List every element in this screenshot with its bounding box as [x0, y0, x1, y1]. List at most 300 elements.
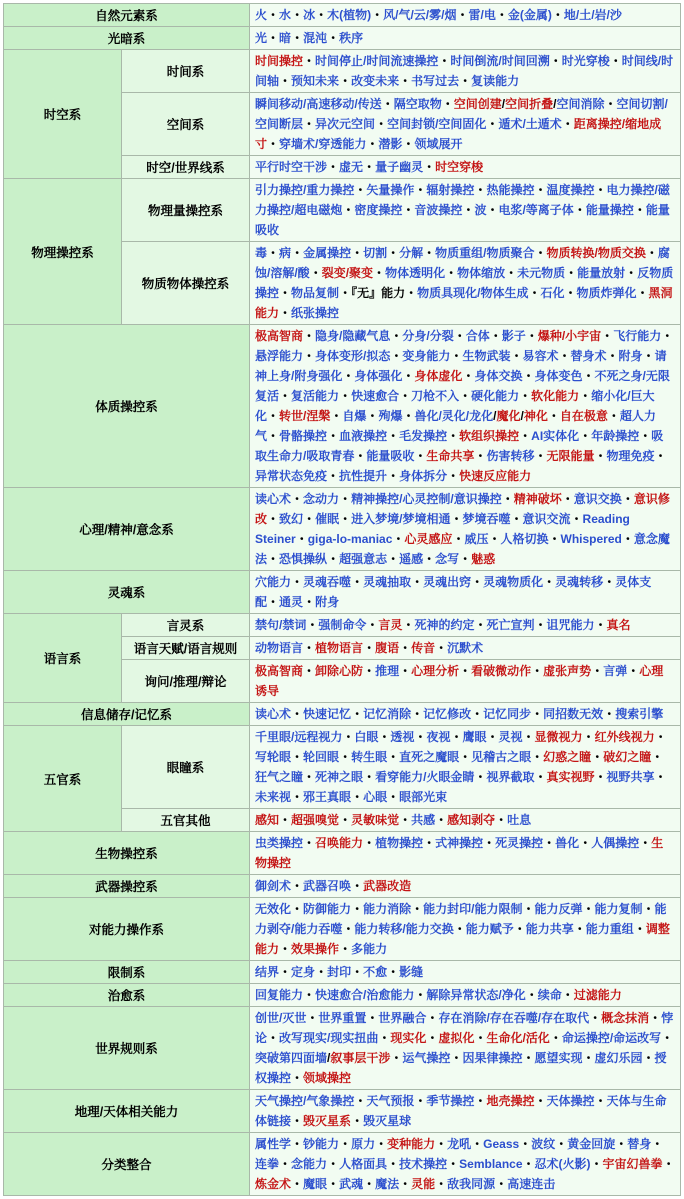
ability-link[interactable]: 炼金术	[255, 1177, 292, 1191]
ability-link[interactable]: 穿墙术/穿透能力	[279, 137, 367, 151]
ability-link[interactable]: 能量吸收	[255, 203, 670, 237]
ability-link[interactable]: 破幻之瞳	[603, 750, 652, 764]
ability-link[interactable]: Reading Steiner	[255, 512, 630, 546]
ability-link[interactable]: 召唤能力	[315, 836, 364, 850]
ability-link[interactable]: 波纹	[531, 1137, 556, 1151]
ability-link[interactable]: 身体交换	[474, 369, 523, 383]
ability-link[interactable]: 无限能量	[546, 449, 595, 463]
ability-link[interactable]: 见稽古之眼	[471, 750, 532, 764]
ability-link[interactable]: 书写过去	[411, 74, 460, 88]
ability-link[interactable]: 死亡宣判	[486, 618, 535, 632]
ability-link[interactable]: 邪王真眼	[303, 790, 352, 804]
ability-link[interactable]: 恐惧操纵	[279, 552, 328, 566]
ability-link[interactable]: 宇宙幻兽拳	[602, 1157, 663, 1171]
ability-link[interactable]: 纸张操控	[291, 306, 340, 320]
ability-link[interactable]: 光	[255, 31, 268, 45]
ability-link[interactable]: 复读能力	[471, 74, 520, 88]
ability-link[interactable]: 物质炸弹化	[576, 286, 637, 300]
ability-link[interactable]: 替身术	[570, 349, 607, 363]
ability-link[interactable]: 辐射操控	[426, 183, 475, 197]
ability-link[interactable]: 钞能力	[303, 1137, 340, 1151]
ability-link[interactable]: 伤害转移	[486, 449, 535, 463]
ability-link[interactable]: 殉爆	[378, 409, 403, 423]
ability-link[interactable]: 血液操控	[339, 429, 388, 443]
ability-link[interactable]: 物质转换/物质交换	[546, 246, 646, 260]
ability-link[interactable]: 能力赋予	[465, 922, 514, 936]
ability-link[interactable]: 显微视力	[534, 730, 583, 744]
ability-link[interactable]: 毒	[255, 246, 268, 260]
ability-link[interactable]: 时空穿梭	[435, 160, 484, 174]
ability-link[interactable]: 神化	[523, 409, 548, 423]
ability-link[interactable]: 式神操控	[435, 836, 484, 850]
ability-link[interactable]: 金(金属)	[507, 8, 552, 22]
ability-link[interactable]: 身体变形/拟态	[315, 349, 391, 363]
ability-link[interactable]: 分解	[399, 246, 424, 260]
ability-link[interactable]: 共感	[411, 813, 436, 827]
ability-link[interactable]: 武魂	[339, 1177, 364, 1191]
ability-link[interactable]: 灵体支配	[255, 575, 652, 609]
ability-link[interactable]: 魔法	[375, 1177, 400, 1191]
ability-link[interactable]: 附身	[618, 349, 643, 363]
ability-link[interactable]: 红外线视力	[594, 730, 655, 744]
ability-link[interactable]: 不愈	[363, 965, 388, 979]
ability-link[interactable]: 心眼	[363, 790, 388, 804]
ability-link[interactable]: 空间创建	[453, 97, 502, 111]
ability-link[interactable]: 灵敏味觉	[351, 813, 400, 827]
ability-link[interactable]: 灵魂抽取	[363, 575, 412, 589]
ability-link[interactable]: 硬化能力	[471, 389, 520, 403]
ability-link[interactable]: 运气操控	[402, 1051, 451, 1065]
ability-link[interactable]: 吐息	[507, 813, 532, 827]
ability-link[interactable]: 精神破坏	[513, 492, 562, 506]
ability-link[interactable]: 矢量操作	[366, 183, 415, 197]
ability-link[interactable]: 毁灭星球	[363, 1114, 412, 1128]
ability-link[interactable]: 死神的约定	[414, 618, 475, 632]
ability-link[interactable]: 言弹	[603, 664, 628, 678]
ability-link[interactable]: 感知	[255, 813, 280, 827]
ability-link[interactable]: 能量吸收	[366, 449, 415, 463]
ability-link[interactable]: 透视	[390, 730, 415, 744]
ability-link[interactable]: 读心术	[255, 707, 292, 721]
ability-link[interactable]: 传音	[411, 641, 436, 655]
ability-link[interactable]: 死灵操控	[495, 836, 544, 850]
ability-link[interactable]: 兽化/灵化/龙化	[414, 409, 494, 423]
ability-link[interactable]: 封印	[327, 965, 352, 979]
ability-link[interactable]: 请神上身/附身强化	[255, 349, 667, 383]
ability-link[interactable]: 分身/分裂	[402, 329, 454, 343]
ability-link[interactable]: 音波操控	[414, 203, 463, 217]
ability-link[interactable]: 诅咒能力	[546, 618, 595, 632]
ability-link[interactable]: 回复能力	[255, 988, 304, 1002]
ability-link[interactable]: 人格面具	[339, 1157, 388, 1171]
ability-link[interactable]: 自爆	[342, 409, 367, 423]
ability-link[interactable]: 腹语	[375, 641, 400, 655]
ability-link[interactable]: 虚拟化	[438, 1031, 475, 1045]
ability-link[interactable]: 时间停止/时间流速操控	[315, 54, 439, 68]
ability-link[interactable]: 时间倒流/时间回溯	[450, 54, 550, 68]
ability-link[interactable]: 突破第四面墙	[255, 1051, 328, 1065]
ability-link[interactable]: 附身	[315, 595, 340, 609]
separator: ・	[414, 1094, 427, 1108]
ability-link[interactable]: 过滤能力	[573, 988, 622, 1002]
ability-link[interactable]: 毁灭星系	[303, 1114, 352, 1128]
ability-link[interactable]: 快速愈合/治愈能力	[315, 988, 415, 1002]
ability-link[interactable]: 能力剥夺/能力吞噬	[255, 902, 667, 936]
ability-link[interactable]: 技术操控	[399, 1157, 448, 1171]
ability-link[interactable]: 天气预报	[366, 1094, 415, 1108]
ability-link[interactable]: Semblance	[459, 1157, 523, 1171]
ability-link[interactable]: 改变未来	[351, 74, 400, 88]
ability-link[interactable]: 预知未来	[291, 74, 340, 88]
ability-link[interactable]: 虫类操控	[255, 836, 304, 850]
ability-link[interactable]: 反物质操控	[255, 266, 674, 300]
ability-link[interactable]: 引力操控/重力操控	[255, 183, 355, 197]
ability-link[interactable]: 空间消除	[556, 97, 605, 111]
ability-link[interactable]: 人偶操控	[591, 836, 640, 850]
ability-link[interactable]: 同招数无效	[543, 707, 604, 721]
ability-link[interactable]: 冰	[303, 8, 316, 22]
ability-link[interactable]: 人格切换	[500, 532, 549, 546]
ability-link[interactable]: 连拳	[255, 1157, 280, 1171]
ability-link[interactable]: 叙事层干涉	[330, 1051, 391, 1065]
ability-link[interactable]: 天体操控	[546, 1094, 595, 1108]
ability-link[interactable]: 快速愈合	[351, 389, 400, 403]
ability-link[interactable]: 不死之身/无限复活	[255, 369, 670, 403]
ability-link[interactable]: 能力消除	[363, 902, 412, 916]
ability-link[interactable]: 飞行能力	[613, 329, 662, 343]
ability-link[interactable]: 吸取生命力/吸取青春	[255, 429, 664, 463]
ability-link[interactable]: 属性学	[255, 1137, 292, 1151]
ability-link[interactable]: 骨骼操控	[279, 429, 328, 443]
ability-link[interactable]: 狂气之瞳	[255, 770, 304, 784]
ability-link[interactable]: 沉默术	[447, 641, 484, 655]
ability-link[interactable]: 世界融合	[378, 1011, 427, 1025]
ability-link[interactable]: 穴能力	[255, 575, 292, 589]
ability-link[interactable]: 进入梦境/梦境相通	[351, 512, 451, 526]
ability-link[interactable]: 灵视	[498, 730, 523, 744]
ability-link[interactable]: 瞬间移动/高速移动/传送	[255, 97, 382, 111]
ability-link[interactable]: 定身	[291, 965, 316, 979]
ability-link[interactable]: 时间线/时间轴	[255, 54, 674, 88]
separator: ・	[594, 449, 607, 463]
ability-link[interactable]: 黄金回旋	[567, 1137, 616, 1151]
ability-link[interactable]: 空间封锁/空间固化	[387, 117, 487, 131]
ability-link[interactable]: 夜视	[426, 730, 451, 744]
ability-link[interactable]: 效果操作	[291, 942, 340, 956]
ability-link[interactable]: 禁句/禁词	[255, 618, 307, 632]
ability-link[interactable]: 身体拆分	[399, 469, 448, 483]
ability-link[interactable]: 抗性提升	[339, 469, 388, 483]
ability-link[interactable]: 软化能力	[531, 389, 580, 403]
ability-link[interactable]: 高速连击	[507, 1177, 556, 1191]
ability-link[interactable]: 能力重组	[585, 922, 634, 936]
ability-link[interactable]: 读心术	[255, 492, 292, 506]
ability-link[interactable]: 灵能	[411, 1177, 436, 1191]
ability-link[interactable]: 看破微动作	[471, 664, 532, 678]
ability-link[interactable]: 致幻	[279, 512, 304, 526]
ability-link[interactable]: 创世/灭世	[255, 1011, 307, 1025]
ability-link[interactable]: 病	[279, 246, 292, 260]
ability-link[interactable]: 能力封印/能力限制	[423, 902, 523, 916]
ability-link[interactable]: 物体缩放	[457, 266, 506, 280]
ability-link[interactable]: 记忆修改	[423, 707, 472, 721]
ability-link[interactable]: 隔空取物	[393, 97, 442, 111]
ability-link[interactable]: 黑洞能力	[255, 286, 673, 320]
ability-link[interactable]: 魔化	[496, 409, 521, 423]
ability-link[interactable]: 卸除心防	[315, 664, 364, 678]
ability-link[interactable]: 暗	[279, 31, 292, 45]
ability-link[interactable]: 爆种/小宇宙	[537, 329, 602, 343]
ability-link[interactable]: 梦境吞噬	[462, 512, 511, 526]
ability-link[interactable]: AI实体化	[531, 429, 580, 443]
ability-link[interactable]: 毛发操控	[399, 429, 448, 443]
ability-link[interactable]: 地壳操控	[486, 1094, 535, 1108]
ability-link[interactable]: 遥感	[399, 552, 424, 566]
ability-link[interactable]: 记忆消除	[363, 707, 412, 721]
ability-link[interactable]: 天体与生命体链接	[255, 1094, 667, 1128]
ability-link[interactable]: 千里眼/远程视力	[255, 730, 343, 744]
ability-link[interactable]: 存在消除/存在吞噬/存在取代	[438, 1011, 590, 1025]
ability-link[interactable]: 意识交流	[522, 512, 571, 526]
ability-link[interactable]: 快速反应能力	[459, 469, 532, 483]
ability-link[interactable]: 视野共享	[606, 770, 655, 784]
ability-link[interactable]: 强制命令	[318, 618, 367, 632]
ability-link[interactable]: 极高智商	[255, 664, 304, 678]
ability-link[interactable]: 世界重置	[318, 1011, 367, 1025]
ability-link[interactable]: 时光穿梭	[561, 54, 610, 68]
ability-link[interactable]: 魅惑	[471, 552, 496, 566]
ability-link[interactable]: 自在极意	[559, 409, 608, 423]
ability-link[interactable]: 未来视	[255, 790, 292, 804]
ability-link[interactable]: 心理分析	[411, 664, 460, 678]
ability-link[interactable]: 雷/电	[468, 8, 496, 22]
ability-link[interactable]: 能力共享	[525, 922, 574, 936]
ability-link[interactable]: 生命化/活化	[486, 1031, 550, 1045]
ability-link[interactable]: 替身	[627, 1137, 652, 1151]
ability-link[interactable]: 距离操控/缩地成寸	[255, 117, 662, 151]
ability-link[interactable]: 身体虚化	[414, 369, 463, 383]
ability-link[interactable]: 悖论	[255, 1011, 674, 1045]
ability-link[interactable]: 能力转移/能力交换	[354, 922, 454, 936]
ability-link[interactable]: 异次元空间	[315, 117, 376, 131]
ability-link[interactable]: 平行时空干涉	[255, 160, 328, 174]
separator: ・	[519, 429, 532, 443]
ability-link[interactable]: 多能力	[351, 942, 388, 956]
separator: ・	[654, 730, 667, 744]
ability-link[interactable]: 火	[255, 8, 268, 22]
ability-link[interactable]: 悬浮能力	[255, 349, 304, 363]
ability-link[interactable]: 现实化	[390, 1031, 427, 1045]
ability-link[interactable]: 命运操控/命运改写	[561, 1031, 662, 1045]
ability-link[interactable]: 灵魂转移	[555, 575, 604, 589]
ability-link[interactable]: 魔眼	[303, 1177, 328, 1191]
ability-link[interactable]: 空间切割/空间断层	[255, 97, 668, 131]
ability-link[interactable]: 生物操控	[255, 836, 664, 870]
ability-link[interactable]: 心灵感应	[404, 532, 453, 546]
ability-link[interactable]: 威压	[464, 532, 489, 546]
ability-link[interactable]: 视界截取	[486, 770, 535, 784]
ability-link[interactable]: 年龄操控	[591, 429, 640, 443]
ability-link[interactable]: 兽化	[555, 836, 580, 850]
ability-link[interactable]: 念写	[435, 552, 460, 566]
ability-link[interactable]: 灵魂物质化	[483, 575, 544, 589]
ability-link[interactable]: 物体透明化	[385, 266, 446, 280]
ability-link[interactable]: 眼部光束	[399, 790, 448, 804]
ability-link[interactable]: 无效化	[255, 902, 292, 916]
ability-link[interactable]: 能力反弹	[534, 902, 583, 916]
ability-link[interactable]: 地/土/岩/沙	[563, 8, 622, 22]
ability-link[interactable]: 鹰眼	[462, 730, 487, 744]
ability-link[interactable]: 虚无	[339, 160, 364, 174]
ability-link[interactable]: Geass	[483, 1137, 520, 1151]
ability-link[interactable]: 电浆/等离子体	[498, 203, 574, 217]
ability-link[interactable]: 未元物质	[517, 266, 566, 280]
ability-link[interactable]: 授权操控	[255, 1051, 667, 1085]
ability-link[interactable]: 刀枪不入	[411, 389, 460, 403]
ability-link[interactable]: 身体变色	[534, 369, 583, 383]
ability-link[interactable]: 通灵	[279, 595, 304, 609]
ability-link[interactable]: 木(植物)	[327, 8, 372, 22]
ability-link[interactable]: 武器召唤	[303, 879, 352, 893]
ability-link[interactable]: 腐蚀/溶解/酸	[255, 246, 670, 280]
ability-link[interactable]: 植物操控	[375, 836, 424, 850]
ability-link[interactable]: 裂变/聚变	[321, 266, 374, 280]
ability-link[interactable]: 电力操控/磁力操控/超电磁炮	[255, 183, 670, 217]
ability-link[interactable]: 生物武装	[462, 349, 511, 363]
ability-link[interactable]: 物品复制	[291, 286, 340, 300]
ability-link[interactable]: 解除异常状态/净化	[426, 988, 526, 1002]
ability-link[interactable]: 量子幽灵	[375, 160, 424, 174]
ability-link[interactable]: 精神操控/心灵控制/意识操控	[351, 492, 502, 506]
ability-link[interactable]: 虚张声势	[543, 664, 592, 678]
ability-link[interactable]: 风/气/云/雾/烟	[383, 8, 457, 22]
ability-link[interactable]: 石化	[540, 286, 565, 300]
ability-link[interactable]: 波	[474, 203, 487, 217]
ability-link[interactable]: 催眠	[315, 512, 340, 526]
ability-link[interactable]: 软组织操控	[459, 429, 520, 443]
ability-link[interactable]: 忍术(火影)	[534, 1157, 591, 1171]
ability-link[interactable]: 结界	[255, 965, 280, 979]
ability-link[interactable]: 念能力	[291, 1157, 328, 1171]
ability-link[interactable]: 改写现实/现实扭曲	[279, 1031, 379, 1045]
ability-link[interactable]: 虚幻乐园	[594, 1051, 643, 1065]
ability-link[interactable]: 动物语言	[255, 641, 304, 655]
ability-link[interactable]: 潜影	[378, 137, 403, 151]
ability-link[interactable]: 原力	[351, 1137, 376, 1151]
ability-link[interactable]: 变种能力	[387, 1137, 436, 1151]
ability-link[interactable]: 概念抹消	[601, 1011, 650, 1025]
ability-link[interactable]: 看穿能力/火眼金睛	[375, 770, 475, 784]
ability-link[interactable]: 复活能力	[291, 389, 340, 403]
ability-link[interactable]: 植物语言	[315, 641, 364, 655]
ability-link[interactable]: 生命共享	[426, 449, 475, 463]
ability-link[interactable]: 写轮眼	[255, 750, 292, 764]
ability-link[interactable]: 真实视野	[546, 770, 595, 784]
ability-link[interactable]: 续命	[537, 988, 562, 1002]
ability-link[interactable]: 白眼	[354, 730, 379, 744]
ability-link[interactable]: 空间折叠	[505, 97, 554, 111]
subcategory-header: 五官其他	[122, 809, 250, 832]
ability-link[interactable]: 因果律操控	[462, 1051, 523, 1065]
ability-link[interactable]: 龙吼	[447, 1137, 472, 1151]
ability-link[interactable]: 领域展开	[414, 137, 463, 151]
ability-link[interactable]: 身体强化	[354, 369, 403, 383]
ability-link[interactable]: 遁术/土遁术	[498, 117, 562, 131]
ability-link[interactable]: 合体	[465, 329, 490, 343]
ability-link[interactable]: 愿望实现	[534, 1051, 583, 1065]
ability-link[interactable]: 异常状态免疫	[255, 469, 328, 483]
ability-link[interactable]: 意识修改	[255, 492, 670, 526]
ability-link[interactable]: 超强嗅觉	[291, 813, 340, 827]
ability-link[interactable]: 物质具现化/物体生成	[417, 286, 529, 300]
ability-link[interactable]: 真名	[606, 618, 631, 632]
ability-link[interactable]: 转生眼	[351, 750, 388, 764]
ability-link[interactable]: 物理免疫	[606, 449, 655, 463]
ability-link[interactable]: 直死之魔眼	[399, 750, 460, 764]
ability-link[interactable]: 灵魂出窍	[423, 575, 472, 589]
ability-link[interactable]: 领域操控	[303, 1071, 352, 1085]
ability-link[interactable]: 超人力气	[255, 409, 656, 443]
ability-link[interactable]: 防御能力	[303, 902, 352, 916]
ability-link[interactable]: 推理	[375, 664, 400, 678]
ability-link[interactable]: 秩序	[339, 31, 364, 45]
ability-link[interactable]: 物质重组/物质聚合	[435, 246, 535, 260]
ability-link[interactable]: 能力复制	[594, 902, 643, 916]
ability-link[interactable]: 言灵	[378, 618, 403, 632]
ability-link[interactable]: 能量操控	[585, 203, 634, 217]
ability-link[interactable]: 金属操控	[303, 246, 352, 260]
ability-link[interactable]: 易容术	[522, 349, 559, 363]
ability-link[interactable]: 死神之眼	[315, 770, 364, 784]
ability-link[interactable]: 超强意志	[339, 552, 388, 566]
ability-link[interactable]: 缩小化/巨大化	[255, 389, 655, 423]
ability-link[interactable]: 影缝	[399, 965, 424, 979]
ability-link[interactable]: 快速记忆	[303, 707, 352, 721]
ability-link[interactable]: 转世/涅槃	[279, 409, 331, 423]
ability-link[interactable]: 幻惑之瞳	[543, 750, 592, 764]
ability-link[interactable]: 调整能力	[255, 922, 670, 956]
ability-link[interactable]: 意识交换	[573, 492, 622, 506]
ability-link[interactable]: 热能操控	[486, 183, 535, 197]
ability-link[interactable]: 水	[279, 8, 292, 22]
ability-link[interactable]: 灵魂吞噬	[303, 575, 352, 589]
ability-link[interactable]: 极高智商	[255, 329, 304, 343]
ability-link[interactable]: 能量放射	[577, 266, 626, 280]
ability-link[interactable]: 敌我同源	[447, 1177, 496, 1191]
ability-link[interactable]: 隐身/隐藏气息	[315, 329, 391, 343]
ability-link[interactable]: 心理诱导	[255, 664, 664, 698]
ability-link[interactable]: 搜索引擎	[615, 707, 664, 721]
ability-link[interactable]: 温度操控	[546, 183, 595, 197]
ability-link[interactable]: 武器改造	[363, 879, 412, 893]
ability-link[interactable]: 混沌	[303, 31, 328, 45]
ability-link[interactable]: 影子	[501, 329, 526, 343]
ability-link[interactable]: 感知剥夺	[447, 813, 496, 827]
ability-link[interactable]: 记忆同步	[483, 707, 532, 721]
ability-link[interactable]: giga-lo-maniac	[307, 532, 393, 546]
ability-link[interactable]: 时间操控	[255, 54, 304, 68]
ability-link[interactable]: 密度操控	[354, 203, 403, 217]
ability-link[interactable]: 变身能力	[402, 349, 451, 363]
ability-link[interactable]: 念动力	[303, 492, 340, 506]
ability-link[interactable]: 意念魔法	[255, 532, 670, 566]
ability-link[interactable]: 轮回眼	[303, 750, 340, 764]
ability-link[interactable]: 季节操控	[426, 1094, 475, 1108]
ability-link[interactable]: 天气操控/气象操控	[255, 1094, 355, 1108]
ability-link[interactable]: 御剑术	[255, 879, 292, 893]
ability-link[interactable]: 切割	[363, 246, 388, 260]
ability-link[interactable]: Whispered	[560, 532, 622, 546]
